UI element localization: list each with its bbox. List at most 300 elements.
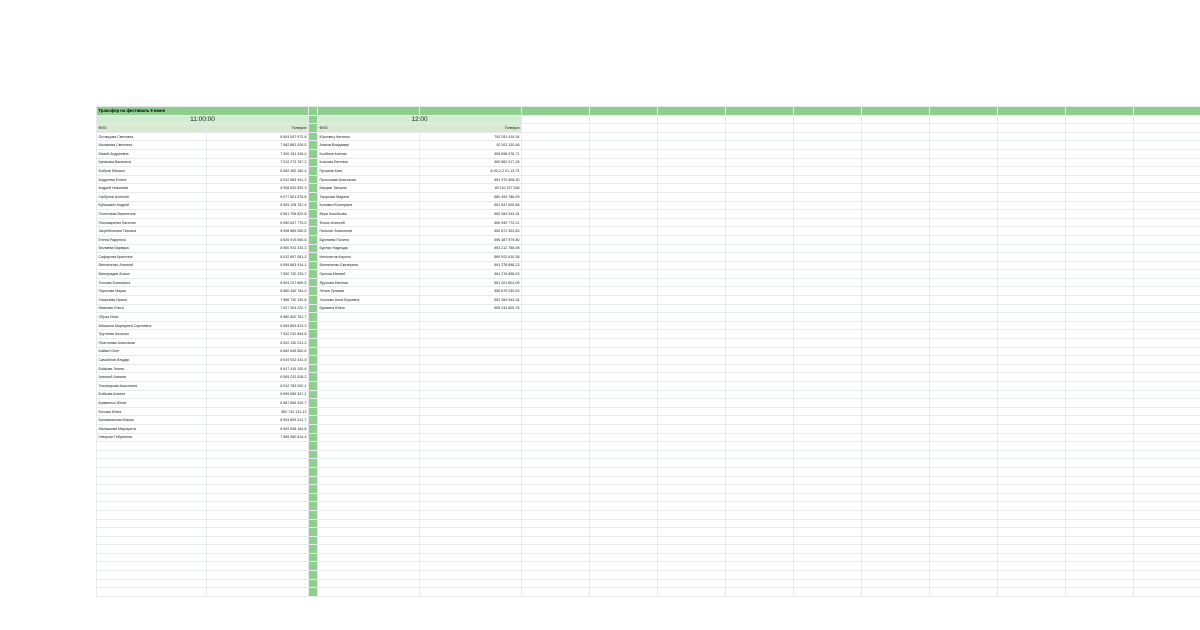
cell-phone-right[interactable] <box>420 382 522 391</box>
cell-empty[interactable] <box>590 287 658 296</box>
cell-empty[interactable] <box>1066 270 1134 279</box>
cell-empty[interactable] <box>522 132 590 141</box>
cell-empty[interactable] <box>658 235 726 244</box>
cell-phone-right[interactable] <box>420 553 522 562</box>
cell-empty[interactable] <box>1134 562 1200 571</box>
cell-empty[interactable] <box>726 467 794 476</box>
cell-name-left[interactable]: Бобкова Ксения <box>97 390 207 399</box>
cell-name-right[interactable] <box>318 528 420 537</box>
cell-name-right[interactable]: Ярунова Евгения <box>318 278 420 287</box>
cell-phone-left[interactable]: 8 950 647 770-0 <box>207 218 309 227</box>
cell-empty[interactable] <box>1066 467 1134 476</box>
cell-empty[interactable] <box>998 313 1066 322</box>
cell-empty[interactable] <box>522 296 590 305</box>
cell-phone-right[interactable]: 892 671 303-83 <box>420 227 522 236</box>
cell-empty[interactable] <box>658 278 726 287</box>
cell-empty[interactable] <box>930 450 998 459</box>
cell-phone-left[interactable]: 8 960 440 784-0 <box>207 287 309 296</box>
cell-name-right[interactable] <box>318 519 420 528</box>
cell-empty[interactable] <box>862 313 930 322</box>
table-row[interactable] <box>97 158 1200 167</box>
table-row[interactable] <box>97 235 1200 244</box>
table-row[interactable] <box>97 467 1200 476</box>
cell-name-right[interactable] <box>318 373 420 382</box>
cell-empty[interactable] <box>590 149 658 158</box>
cell-empty[interactable] <box>658 416 726 425</box>
cell-empty[interactable] <box>930 528 998 537</box>
cell-name-right[interactable]: Вера Колобкова <box>318 210 420 219</box>
cell-empty[interactable] <box>930 416 998 425</box>
cell-empty[interactable] <box>794 399 862 408</box>
cell-empty[interactable] <box>726 158 794 167</box>
cell-name-left[interactable] <box>97 562 207 571</box>
cell-phone-left[interactable]: 7 922 232 894-8 <box>207 330 309 339</box>
cell-name-right[interactable] <box>318 330 420 339</box>
cell-name-left[interactable]: Малышева Маргарита <box>97 424 207 433</box>
cell-name-left[interactable]: Мазей Андреевна <box>97 149 207 158</box>
table-row[interactable] <box>97 210 1200 219</box>
cell-empty[interactable] <box>658 175 726 184</box>
cell-empty[interactable] <box>998 278 1066 287</box>
table-row[interactable] <box>97 399 1200 408</box>
cell-phone-left[interactable] <box>207 588 309 597</box>
cell-phone-left[interactable]: 7 900 191 326-0 <box>207 149 309 158</box>
cell-empty[interactable] <box>522 339 590 348</box>
cell-empty[interactable] <box>998 467 1066 476</box>
cell-empty[interactable] <box>998 296 1066 305</box>
cell-empty[interactable] <box>794 553 862 562</box>
cell-empty[interactable] <box>998 304 1066 313</box>
cell-phone-right[interactable] <box>420 536 522 545</box>
cell-empty[interactable] <box>930 459 998 468</box>
cell-empty[interactable] <box>726 218 794 227</box>
cell-empty[interactable] <box>522 321 590 330</box>
table-row[interactable] <box>97 253 1200 262</box>
cell-name-right[interactable]: Тарунова Марина <box>318 192 420 201</box>
cell-empty[interactable] <box>1066 158 1134 167</box>
cell-empty[interactable] <box>930 235 998 244</box>
cell-empty[interactable] <box>930 347 998 356</box>
cell-empty[interactable] <box>658 373 726 382</box>
cell-empty[interactable] <box>1134 339 1200 348</box>
cell-empty[interactable] <box>930 210 998 219</box>
cell-empty[interactable] <box>862 141 930 150</box>
cell-phone-left[interactable]: 8 908 889 050-5 <box>207 227 309 236</box>
cell-name-right[interactable] <box>318 588 420 597</box>
cell-empty[interactable] <box>794 227 862 236</box>
cell-empty[interactable] <box>590 210 658 219</box>
cell-empty[interactable] <box>726 416 794 425</box>
cell-name-right[interactable] <box>318 347 420 356</box>
cell-empty[interactable] <box>726 476 794 485</box>
cell-name-left[interactable]: Сафарова Кристина <box>97 253 207 262</box>
cell-empty[interactable] <box>590 571 658 580</box>
cell-empty[interactable] <box>1066 528 1134 537</box>
cell-empty[interactable] <box>726 510 794 519</box>
cell-phone-right[interactable] <box>420 528 522 537</box>
cell-empty[interactable] <box>930 313 998 322</box>
cell-empty[interactable] <box>794 347 862 356</box>
cell-empty[interactable] <box>998 553 1066 562</box>
cell-name-right[interactable] <box>318 433 420 442</box>
cell-name-right[interactable]: Винниченко Екатерина <box>318 261 420 270</box>
cell-empty[interactable] <box>590 553 658 562</box>
cell-empty[interactable] <box>1066 459 1134 468</box>
cell-empty[interactable] <box>998 588 1066 597</box>
cell-empty[interactable] <box>794 296 862 305</box>
cell-empty[interactable] <box>1134 321 1200 330</box>
cell-name-right[interactable]: Прокопова Анастасия <box>318 175 420 184</box>
cell-empty[interactable] <box>726 399 794 408</box>
cell-name-right[interactable]: Юрковец Наталья <box>318 132 420 141</box>
cell-empty[interactable] <box>1066 347 1134 356</box>
cell-name-right[interactable] <box>318 493 420 502</box>
cell-empty[interactable] <box>658 313 726 322</box>
cell-empty[interactable] <box>522 502 590 511</box>
cell-phone-left[interactable]: 8 912 897 081-3 <box>207 253 309 262</box>
cell-empty[interactable] <box>590 442 658 451</box>
table-row[interactable] <box>97 304 1200 313</box>
cell-empty[interactable] <box>726 424 794 433</box>
cell-name-right[interactable] <box>318 313 420 322</box>
cell-empty[interactable] <box>1134 442 1200 451</box>
cell-empty[interactable] <box>1134 201 1200 210</box>
cell-empty[interactable] <box>1066 210 1134 219</box>
cell-empty[interactable] <box>1134 278 1200 287</box>
cell-empty[interactable] <box>794 218 862 227</box>
cell-name-left[interactable] <box>97 459 207 468</box>
cell-empty[interactable] <box>794 270 862 279</box>
cell-empty[interactable] <box>522 493 590 502</box>
cell-empty[interactable] <box>1066 399 1134 408</box>
cell-empty[interactable] <box>1066 330 1134 339</box>
cell-empty[interactable] <box>862 485 930 494</box>
cell-empty[interactable] <box>726 235 794 244</box>
cell-empty[interactable] <box>1134 545 1200 554</box>
cell-empty[interactable] <box>590 158 658 167</box>
cell-phone-left[interactable]: 8 922 130 231-3 <box>207 339 309 348</box>
cell-empty[interactable] <box>522 218 590 227</box>
cell-empty[interactable] <box>1134 175 1200 184</box>
cell-empty[interactable] <box>998 536 1066 545</box>
cell-empty[interactable] <box>862 210 930 219</box>
cell-empty[interactable] <box>862 519 930 528</box>
cell-phone-right[interactable]: 892 284 943-34 <box>420 210 522 219</box>
cell-empty[interactable] <box>658 442 726 451</box>
cell-empty[interactable] <box>794 141 862 150</box>
cell-name-left[interactable] <box>97 450 207 459</box>
cell-empty[interactable] <box>658 382 726 391</box>
cell-name-right[interactable] <box>318 485 420 494</box>
table-row[interactable] <box>97 192 1200 201</box>
cell-phone-left[interactable]: 8 904 547 972-8 <box>207 132 309 141</box>
cell-empty[interactable] <box>998 339 1066 348</box>
cell-empty[interactable] <box>1134 588 1200 597</box>
cell-empty[interactable] <box>1066 553 1134 562</box>
cell-empty[interactable] <box>794 536 862 545</box>
cell-empty[interactable] <box>930 218 998 227</box>
cell-empty[interactable] <box>998 330 1066 339</box>
cell-empty[interactable] <box>590 528 658 537</box>
cell-empty[interactable] <box>862 227 930 236</box>
cell-empty[interactable] <box>658 459 726 468</box>
cell-empty[interactable] <box>590 167 658 176</box>
cell-empty[interactable] <box>930 287 998 296</box>
table-row[interactable] <box>97 278 1200 287</box>
table-row[interactable] <box>97 442 1200 451</box>
cell-empty[interactable] <box>590 536 658 545</box>
cell-phone-left[interactable]: 8 917 419 100-6 <box>207 364 309 373</box>
cell-empty[interactable] <box>794 158 862 167</box>
cell-empty[interactable] <box>1134 467 1200 476</box>
cell-phone-left[interactable]: 8 909 232 028-2 <box>207 373 309 382</box>
cell-name-right[interactable]: Козлова Евгения <box>318 158 420 167</box>
cell-empty[interactable] <box>930 158 998 167</box>
cell-empty[interactable] <box>522 141 590 150</box>
table-row[interactable] <box>97 502 1200 511</box>
cell-empty[interactable] <box>658 244 726 253</box>
cell-name-left[interactable] <box>97 467 207 476</box>
cell-empty[interactable] <box>1066 278 1134 287</box>
cell-empty[interactable] <box>658 149 726 158</box>
cell-empty[interactable] <box>794 510 862 519</box>
cell-name-right[interactable] <box>318 339 420 348</box>
cell-empty[interactable] <box>590 562 658 571</box>
cell-empty[interactable] <box>522 382 590 391</box>
cell-name-right[interactable] <box>318 553 420 562</box>
cell-empty[interactable] <box>522 364 590 373</box>
table-row[interactable] <box>97 321 1200 330</box>
cell-empty[interactable] <box>1066 571 1134 580</box>
cell-empty[interactable] <box>658 467 726 476</box>
cell-name-left[interactable] <box>97 493 207 502</box>
cell-empty[interactable] <box>998 485 1066 494</box>
cell-empty[interactable] <box>1066 192 1134 201</box>
table-row[interactable] <box>97 545 1200 554</box>
cell-empty[interactable] <box>726 459 794 468</box>
cell-phone-right[interactable]: 792 291 419-34 <box>420 132 522 141</box>
cell-empty[interactable] <box>794 132 862 141</box>
cell-empty[interactable] <box>1134 330 1200 339</box>
cell-empty[interactable] <box>998 227 1066 236</box>
cell-empty[interactable] <box>930 321 998 330</box>
table-row[interactable] <box>97 347 1200 356</box>
cell-empty[interactable] <box>1134 519 1200 528</box>
cell-name-right[interactable]: Фокин Алексей <box>318 218 420 227</box>
cell-phone-left[interactable]: 7 927 304 222-7 <box>207 304 309 313</box>
cell-empty[interactable] <box>930 296 998 305</box>
cell-empty[interactable] <box>522 175 590 184</box>
cell-empty[interactable] <box>998 399 1066 408</box>
cell-phone-right[interactable]: 896 940 770-21 <box>420 218 522 227</box>
cell-name-right[interactable] <box>318 424 420 433</box>
cell-empty[interactable] <box>658 356 726 365</box>
cell-name-left[interactable] <box>97 536 207 545</box>
cell-empty[interactable] <box>590 175 658 184</box>
cell-empty[interactable] <box>1066 485 1134 494</box>
cell-empty[interactable] <box>862 330 930 339</box>
cell-empty[interactable] <box>726 545 794 554</box>
cell-empty[interactable] <box>658 588 726 597</box>
cell-empty[interactable] <box>658 390 726 399</box>
cell-empty[interactable] <box>726 536 794 545</box>
cell-name-left[interactable]: Кравченко Юлия <box>97 399 207 408</box>
cell-phone-right[interactable] <box>420 339 522 348</box>
cell-empty[interactable] <box>998 192 1066 201</box>
cell-empty[interactable] <box>658 502 726 511</box>
cell-name-right[interactable] <box>318 442 420 451</box>
table-row[interactable] <box>97 227 1200 236</box>
cell-empty[interactable] <box>794 528 862 537</box>
cell-empty[interactable] <box>862 562 930 571</box>
cell-empty[interactable] <box>998 510 1066 519</box>
cell-empty[interactable] <box>930 545 998 554</box>
cell-empty[interactable] <box>522 399 590 408</box>
cell-phone-right[interactable]: 92 202 130-66 <box>420 141 522 150</box>
cell-name-right[interactable] <box>318 356 420 365</box>
cell-name-left[interactable] <box>97 519 207 528</box>
cell-empty[interactable] <box>862 579 930 588</box>
cell-empty[interactable] <box>998 433 1066 442</box>
cell-empty[interactable] <box>1134 141 1200 150</box>
cell-empty[interactable] <box>794 313 862 322</box>
table-row[interactable] <box>97 553 1200 562</box>
cell-empty[interactable] <box>590 261 658 270</box>
cell-empty[interactable] <box>726 347 794 356</box>
cell-empty[interactable] <box>862 218 930 227</box>
cell-empty[interactable] <box>1134 132 1200 141</box>
cell-empty[interactable] <box>1134 313 1200 322</box>
cell-phone-left[interactable] <box>207 536 309 545</box>
cell-empty[interactable] <box>590 476 658 485</box>
cell-name-left[interactable] <box>97 528 207 537</box>
cell-phone-right[interactable]: 890 862 017-26 <box>420 158 522 167</box>
table-row[interactable] <box>97 356 1200 365</box>
cell-empty[interactable] <box>590 545 658 554</box>
cell-phone-left[interactable] <box>207 467 309 476</box>
cell-phone-right[interactable]: 896 387 979-80 <box>420 235 522 244</box>
cell-empty[interactable] <box>1066 132 1134 141</box>
cell-empty[interactable] <box>930 192 998 201</box>
table-row[interactable] <box>97 373 1200 382</box>
cell-empty[interactable] <box>1066 321 1134 330</box>
cell-phone-right[interactable] <box>420 485 522 494</box>
cell-empty[interactable] <box>998 244 1066 253</box>
cell-name-right[interactable] <box>318 467 420 476</box>
cell-empty[interactable] <box>522 227 590 236</box>
cell-empty[interactable] <box>862 467 930 476</box>
cell-empty[interactable] <box>590 433 658 442</box>
cell-empty[interactable] <box>590 278 658 287</box>
cell-empty[interactable] <box>590 493 658 502</box>
cell-empty[interactable] <box>590 510 658 519</box>
spreadsheet-canvas[interactable] <box>96 106 1200 526</box>
cell-name-left[interactable]: Винниченко Алексей <box>97 261 207 270</box>
cell-empty[interactable] <box>1134 424 1200 433</box>
cell-empty[interactable] <box>1134 416 1200 425</box>
cell-empty[interactable] <box>726 562 794 571</box>
cell-empty[interactable] <box>658 399 726 408</box>
cell-name-left[interactable]: Маликова Светлана <box>97 141 207 150</box>
cell-empty[interactable] <box>1134 373 1200 382</box>
cell-empty[interactable] <box>998 356 1066 365</box>
cell-name-left[interactable]: Трутнева Наталья <box>97 330 207 339</box>
cell-empty[interactable] <box>1066 493 1134 502</box>
cell-empty[interactable] <box>522 416 590 425</box>
table-row[interactable] <box>97 407 1200 416</box>
cell-empty[interactable] <box>522 356 590 365</box>
cell-name-left[interactable]: Байкин Олег <box>97 347 207 356</box>
cell-phone-right[interactable] <box>420 407 522 416</box>
cell-empty[interactable] <box>590 459 658 468</box>
cell-empty[interactable] <box>590 450 658 459</box>
cell-empty[interactable] <box>930 175 998 184</box>
cell-empty[interactable] <box>522 287 590 296</box>
cell-name-right[interactable] <box>318 476 420 485</box>
cell-empty[interactable] <box>1066 261 1134 270</box>
cell-empty[interactable] <box>522 433 590 442</box>
cell-empty[interactable] <box>658 141 726 150</box>
cell-phone-right[interactable]: 899 922 610-38 <box>420 253 522 262</box>
cell-phone-left[interactable] <box>207 545 309 554</box>
cell-empty[interactable] <box>862 278 930 287</box>
cell-empty[interactable] <box>522 519 590 528</box>
table-row[interactable] <box>97 528 1200 537</box>
cell-name-right[interactable]: Лепин Гуляева <box>318 287 420 296</box>
cell-empty[interactable] <box>862 149 930 158</box>
cell-empty[interactable] <box>794 175 862 184</box>
cell-empty[interactable] <box>998 149 1066 158</box>
cell-name-left[interactable]: Огольцова Светлана <box>97 132 207 141</box>
cell-phone-right[interactable] <box>420 356 522 365</box>
cell-empty[interactable] <box>794 201 862 210</box>
cell-phone-left[interactable]: 8 977 801 576-6 <box>207 192 309 201</box>
cell-empty[interactable] <box>862 270 930 279</box>
cell-phone-left[interactable]: 8 908 620 830-3 <box>207 184 309 193</box>
cell-empty[interactable] <box>998 270 1066 279</box>
cell-empty[interactable] <box>998 158 1066 167</box>
cell-empty[interactable] <box>522 184 590 193</box>
cell-empty[interactable] <box>1134 184 1200 193</box>
cell-empty[interactable] <box>998 175 1066 184</box>
cell-empty[interactable] <box>658 519 726 528</box>
cell-name-left[interactable]: Титкова Екатерина <box>97 278 207 287</box>
cell-empty[interactable] <box>1066 424 1134 433</box>
cell-name-left[interactable]: Миляева Варвара <box>97 244 207 253</box>
cell-empty[interactable] <box>522 407 590 416</box>
cell-empty[interactable] <box>522 510 590 519</box>
cell-name-left[interactable]: Андрей Николаев <box>97 184 207 193</box>
cell-empty[interactable] <box>1066 442 1134 451</box>
cell-empty[interactable] <box>1066 416 1134 425</box>
table-row[interactable] <box>97 175 1200 184</box>
cell-phone-left[interactable]: 7 952 730 333-7 <box>207 270 309 279</box>
cell-empty[interactable] <box>658 167 726 176</box>
cell-empty[interactable] <box>1134 192 1200 201</box>
cell-empty[interactable] <box>794 493 862 502</box>
cell-empty[interactable] <box>1066 296 1134 305</box>
table-row[interactable] <box>97 510 1200 519</box>
transfer-schedule-table[interactable] <box>96 106 1200 597</box>
cell-name-right[interactable] <box>318 450 420 459</box>
cell-empty[interactable] <box>522 201 590 210</box>
cell-phone-left[interactable]: 8 904 899 241-7 <box>207 416 309 425</box>
cell-empty[interactable] <box>1066 502 1134 511</box>
cell-empty[interactable] <box>726 278 794 287</box>
cell-empty[interactable] <box>862 442 930 451</box>
cell-empty[interactable] <box>522 347 590 356</box>
cell-name-left[interactable]: Геворгян Гебриэлла <box>97 433 207 442</box>
